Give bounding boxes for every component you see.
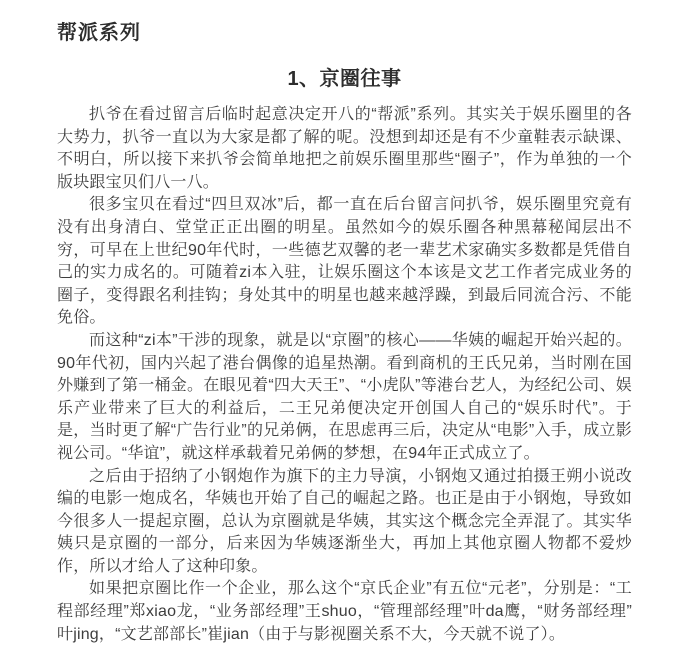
paragraph-origin: 而这种“zi本”干涉的现象，就是以“京圈”的核心——华姨的崛起开始兴起的。90年代初，国内兴起了港台偶像的追星热潮。看到商机的王氏兄弟，当时刚在国外赚到了第一桶金。在眼见着“四大天王”、“小虎队”等港台艺人，为经纪公司、娱乐产业带来了巨大的利益后，二王兄弟便决定开创国人自己的“娱乐时代”。于是，当时更了解“广告行业”的兄弟俩，在思虑再三后，决定从“电影”入手，成立影视公司。“华谊”，就这样承载着兄弟俩的梦想，在94年正式成立了。 <box>57 331 632 462</box>
series-title: 帮派系列 <box>57 22 141 44</box>
paragraph-elders: 如果把京圈比作一个企业，那么这个“京氏企业”有五位“元老”，分别是：“工程部经理”郑xiao龙，“业务部经理”王shuo，“管理部经理”叶da鹰，“财务部经理”叶jing，“文艺部部长”崔jian（由于与影视圈关系不大，今天就不说了）。 <box>57 580 632 643</box>
paragraph-intro: 扒爷在看过留言后临时起意决定开八的“帮派”系列。其实关于娱乐圈里的各大势力，扒爷一直以为大家是都了解的呢。没想到却还是有不少童鞋表示缺课、不明白，所以接下来扒爷会简单地把之前娱乐圈里那些“圈子”，作为单独的一个版块跟宝贝们八一八。 <box>57 106 632 191</box>
article-body <box>57 104 632 646</box>
article-title: 1、京圈往事 <box>287 68 402 90</box>
paragraph-rise: 之后由于招纳了小钢炮作为旗下的主力导演，小钢炮又通过拍摄王朔小说改编的电影一炮成名，华姨也开始了自己的崛起之路。也正是由于小钢炮，导致如今很多人一提起京圈，总认为京圈就是华姨，其实这个概念完全弄混了。其实华姨只是京圈的一部分，后来因为华姨逐渐坐大，再加上其他京圈人物都不爱炒作，所以才给人了这种印象。 <box>57 467 632 575</box>
paragraph-background: 很多宝贝在看过“四旦双冰”后，都一直在后台留言问扒爷，娱乐圈里究竟有没有出身清白、堂堂正正出圈的明星。虽然如今的娱乐圈各种黑幕秘闻层出不穷，可早在上世纪90年代时，一些德艺双馨的老一辈艺术家确实多数都是凭借自己的实力成名的。可随着zi本入驻，让娱乐圈这个本该是文艺工作者完成业务的圈子，变得跟名利挂钩；身处其中的明星也越来越浮躁，到最后同流合污、不能免俗。 <box>57 196 632 327</box>
